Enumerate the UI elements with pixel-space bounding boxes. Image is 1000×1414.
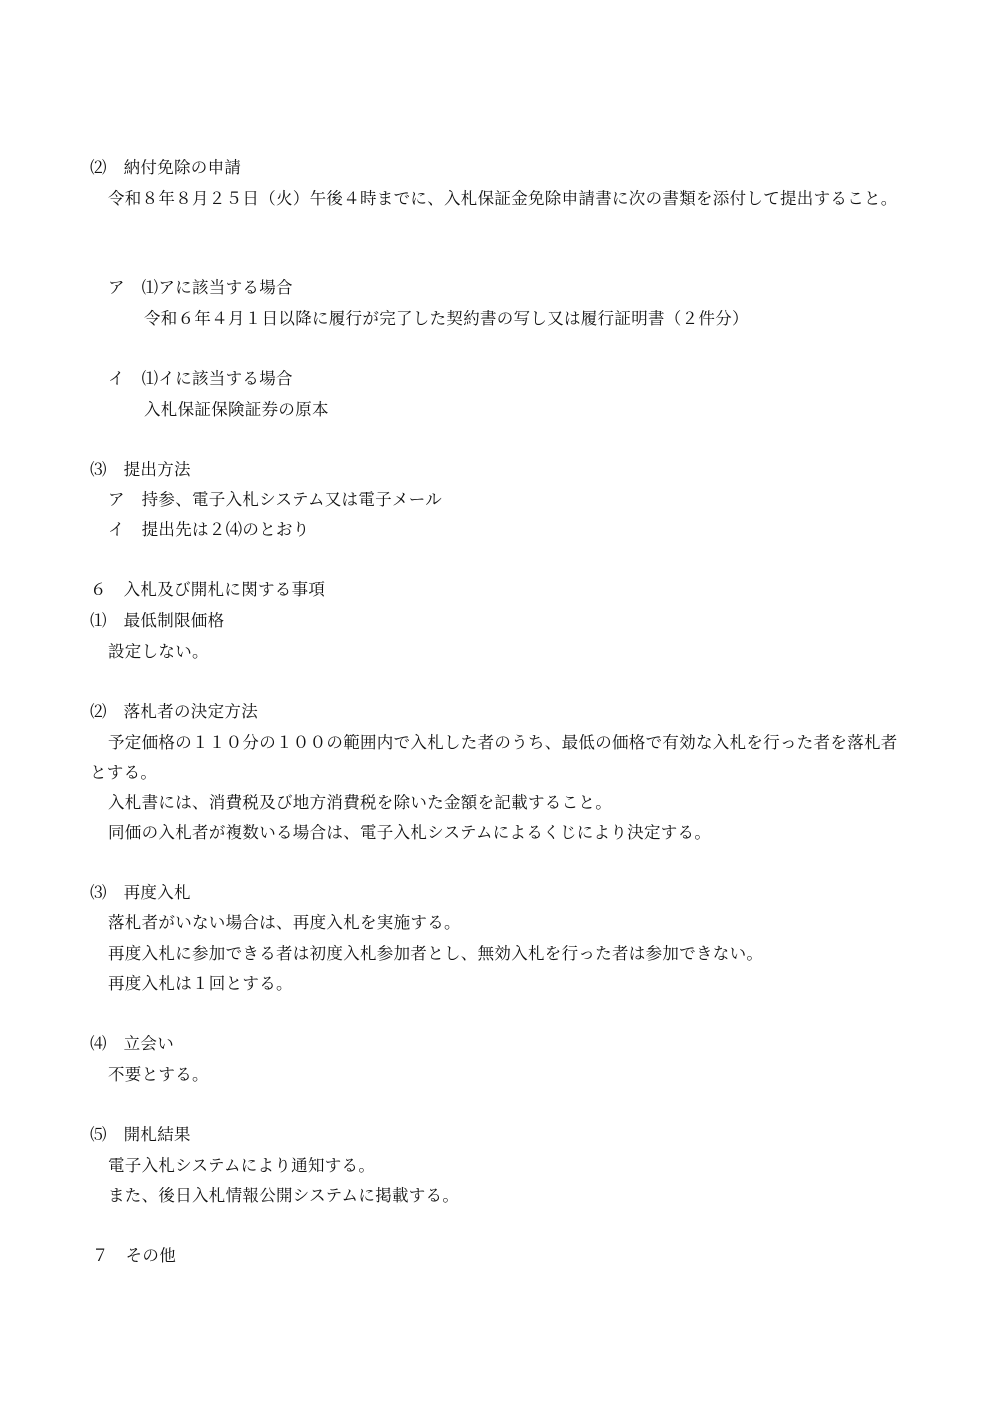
paragraph: 不要とする。 xyxy=(108,1065,209,1084)
list-item: ア 持参、電子入札システム又は電子メール xyxy=(108,490,443,509)
section-heading: ７ その他 xyxy=(92,1246,176,1265)
paragraph: 落札者がいない場合は、再度入札を実施する。 xyxy=(108,913,461,932)
item-heading: ⑶ 再度入札 xyxy=(90,883,191,902)
paragraph: また、後日入札情報公開システムに掲載する。 xyxy=(108,1186,460,1205)
item-heading: ⑶ 提出方法 xyxy=(90,460,191,479)
paragraph: 入札保証保険証券の原本 xyxy=(144,400,329,419)
section-heading: ６ 入札及び開札に関する事項 xyxy=(90,580,326,599)
paragraph: 電子入札システムにより通知する。 xyxy=(108,1156,376,1175)
item-heading: ⑵ 納付免除の申請 xyxy=(90,158,242,177)
paragraph: 予定価格の１１０分の１００の範囲内で入札した者のうち、最低の価格で有効な入札を行った者を落札者とする。 xyxy=(90,733,898,782)
paragraph: 設定しない。 xyxy=(108,642,209,661)
list-item: イ 提出先は２⑷のとおり xyxy=(108,520,310,539)
sub-item-heading: ア ⑴アに該当する場合 xyxy=(108,278,293,297)
paragraph: 令和６年４月１日以降に履行が完了した契約書の写し又は履行証明書（２件分） xyxy=(144,309,749,328)
item-heading: ⑴ 最低制限価格 xyxy=(90,611,225,630)
sub-item-heading: イ ⑴イに該当する場合 xyxy=(108,369,293,388)
paragraph: 再度入札は１回とする。 xyxy=(108,974,293,993)
item-heading: ⑷ 立会い xyxy=(90,1034,174,1053)
paragraph: 再度入札に参加できる者は初度入札参加者とし、無効入札を行った者は参加できない。 xyxy=(108,944,764,963)
item-heading: ⑵ 落札者の決定方法 xyxy=(90,702,258,721)
paragraph: 同価の入札者が複数いる場合は、電子入札システムによるくじにより決定する。 xyxy=(108,823,712,842)
paragraph: 令和８年８月２５日（火）午後４時までに、入札保証金免除申請書に次の書類を添付して提出すること。 xyxy=(108,189,898,208)
paragraph: 入札書には、消費税及び地方消費税を除いた金額を記載すること。 xyxy=(108,793,612,812)
item-heading: ⑸ 開札結果 xyxy=(90,1125,191,1144)
